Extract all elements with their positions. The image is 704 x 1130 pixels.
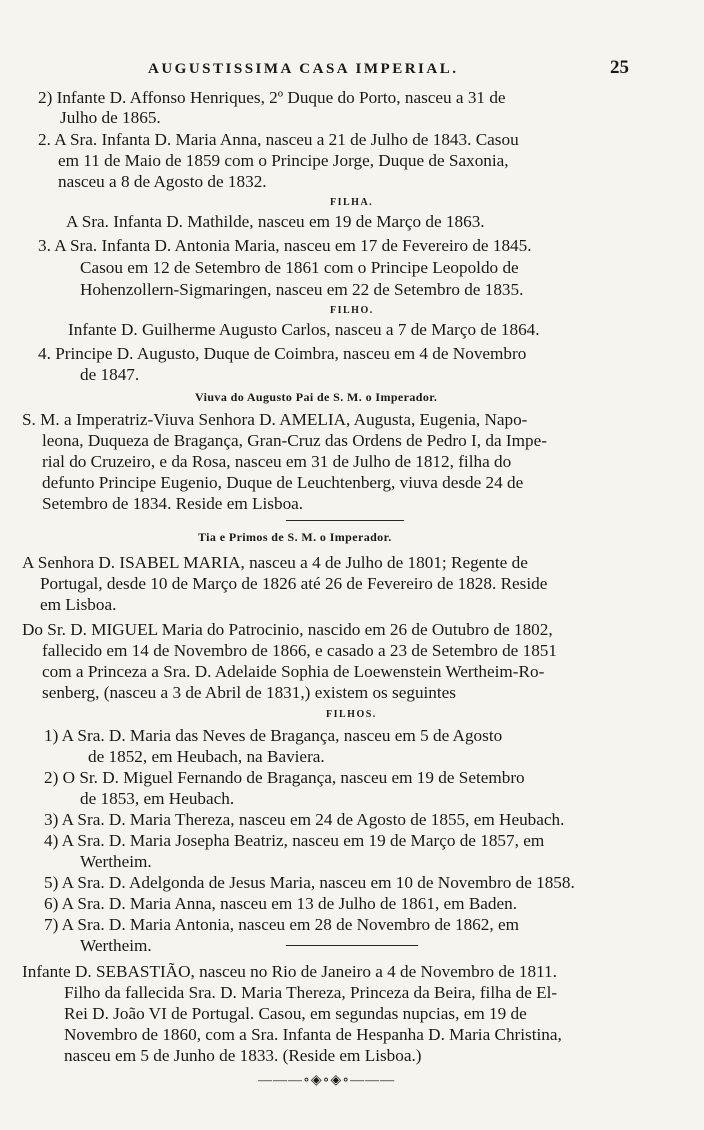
- entry-line: 2. A Sra. Infanta D. Maria Anna, nasceu a 21 de Julho de 1843. Casou: [38, 130, 519, 149]
- paragraph-line: Portugal, desde 10 de Março de 1826 até 26 de Fevereiro de 1828. Reside: [40, 574, 548, 593]
- list-item: Wertheim.: [80, 936, 152, 955]
- ornament-divider: ———∘◈∘◈∘———: [258, 1073, 396, 1088]
- list-item: 2) O Sr. D. Miguel Fernando de Bragança, nasceu em 19 de Setembro: [44, 768, 525, 787]
- paragraph-line: rial do Cruzeiro, e da Rosa, nasceu em 31 de Julho de 1812, filha do: [42, 452, 512, 471]
- paragraph-line: fallecido em 14 de Novembro de 1866, e casado a 23 de Setembro de 1851: [42, 641, 557, 660]
- entry-line: Infante D. Guilherme Augusto Carlos, nasceu a 7 de Março de 1864.: [68, 320, 540, 339]
- section-label: FILHA.: [330, 197, 374, 208]
- entry-line: Julho de 1865.: [60, 108, 161, 127]
- paragraph-line: leona, Duqueza de Bragança, Gran-Cruz das Ordens de Pedro I, da Impe-: [42, 431, 547, 450]
- entry-line: Hohenzollern-Sigmaringen, nasceu em 22 de Setembro de 1835.: [80, 280, 524, 299]
- list-item: 4) A Sra. D. Maria Josepha Beatriz, nasceu em 19 de Março de 1857, em: [44, 831, 545, 850]
- paragraph-line: Rei D. João VI de Portugal. Casou, em segundas nupcias, em 19 de: [64, 1004, 527, 1023]
- paragraph-line: em Lisboa.: [40, 595, 117, 614]
- list-item: 6) A Sra. D. Maria Anna, nasceu em 13 de Julho de 1861, em Baden.: [44, 894, 518, 913]
- paragraph-line: A Senhora D. ISABEL MARIA, nasceu a 4 de Julho de 1801; Regente de: [22, 553, 528, 572]
- paragraph-line: senberg, (nasceu a 3 de Abril de 1831,) existem os seguintes: [42, 683, 456, 702]
- section-label: FILHOS.: [326, 709, 377, 720]
- entry-line: 2) Infante D. Affonso Henriques, 2º Duque do Porto, nasceu a 31 de: [38, 88, 506, 107]
- list-item: 5) A Sra. D. Adelgonda de Jesus Maria, nasceu em 10 de Novembro de 1858.: [44, 873, 575, 892]
- entry-line: de 1847.: [80, 365, 140, 384]
- paragraph-line: Setembro de 1834. Reside em Lisboa.: [42, 494, 304, 513]
- list-item: 7) A Sra. D. Maria Antonia, nasceu em 28 de Novembro de 1862, em: [44, 915, 519, 934]
- entry-line: Casou em 12 de Setembro de 1861 com o Principe Leopoldo de: [80, 258, 519, 277]
- entry-line: 4. Principe D. Augusto, Duque de Coimbra, nasceu em 4 de Novembro: [38, 344, 527, 363]
- page-number: 25: [610, 57, 629, 78]
- entry-line: A Sra. Infanta D. Mathilde, nasceu em 19 de Março de 1863.: [66, 212, 485, 231]
- entry-line: nasceu a 8 de Agosto de 1832.: [58, 172, 267, 191]
- paragraph-line: com a Princeza a Sra. D. Adelaide Sophia de Loewenstein Wertheim-Ro-: [42, 662, 545, 681]
- section-heading: Tia e Primos de S. M. o Imperador.: [198, 530, 392, 544]
- page-header: [0, 55, 704, 85]
- paragraph-line: Infante D. SEBASTIÃO, nasceu no Rio de Janeiro a 4 de Novembro de 1811.: [22, 962, 557, 981]
- list-item: 1) A Sra. D. Maria das Neves de Bragança, nasceu em 5 de Agosto: [44, 726, 503, 745]
- paragraph-line: nasceu em 5 de Junho de 1833. (Reside em Lisboa.): [64, 1046, 422, 1065]
- list-item: de 1853, em Heubach.: [80, 789, 235, 808]
- running-title: AUGUSTISSIMA CASA IMPERIAL.: [148, 61, 459, 77]
- entry-line: 3. A Sra. Infanta D. Antonia Maria, nasceu em 17 de Fevereiro de 1845.: [38, 236, 532, 255]
- section-label: FILHO.: [330, 305, 374, 316]
- section-divider: [286, 520, 404, 521]
- paragraph-line: defunto Principe Eugenio, Duque de Leuchtenberg, viuva desde 24 de: [42, 473, 524, 492]
- paragraph-line: Do Sr. D. MIGUEL Maria do Patrocinio, nascido em 26 de Outubro de 1802,: [22, 620, 553, 639]
- section-divider: [286, 945, 418, 946]
- section-heading: Viuva do Augusto Pai de S. M. o Imperador.: [195, 390, 438, 404]
- paragraph-line: Filho da fallecida Sra. D. Maria Thereza, Princeza da Beira, filha de El-: [64, 983, 558, 1002]
- paragraph-line: Novembro de 1860, com a Sra. Infanta de Hespanha D. Maria Christina,: [64, 1025, 562, 1044]
- entry-line: em 11 de Maio de 1859 com o Principe Jorge, Duque de Saxonia,: [58, 151, 509, 170]
- paragraph-line: S. M. a Imperatriz-Viuva Senhora D. AMELIA, Augusta, Eugenia, Napo-: [22, 410, 528, 429]
- list-item: de 1852, em Heubach, na Baviera.: [88, 747, 325, 766]
- list-item: Wertheim.: [80, 852, 152, 871]
- list-item: 3) A Sra. D. Maria Thereza, nasceu em 24 de Agosto de 1855, em Heubach.: [44, 810, 565, 829]
